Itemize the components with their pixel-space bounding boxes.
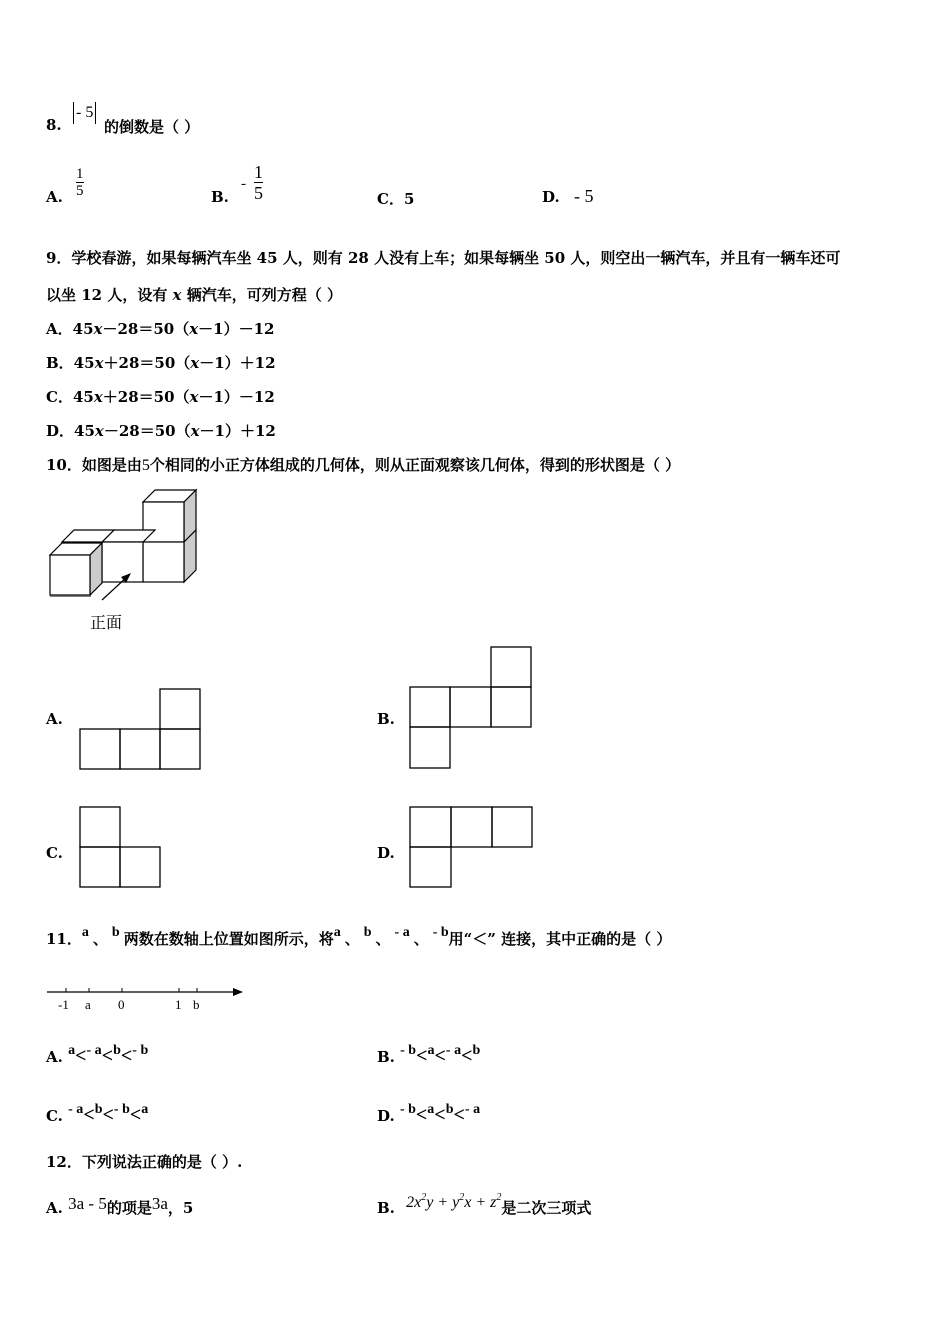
q10-option-c-label: C. [46, 844, 63, 862]
q11-option-a: A. a<- a<b<- b [46, 1043, 149, 1067]
q8-option-b-label: B. [211, 188, 229, 206]
q11-option-b: B. - b<a<- a<b [377, 1043, 481, 1067]
q10-option-d-label: D. [377, 844, 395, 862]
q8-text: 的倒数是（ ） [104, 118, 200, 136]
q11-text: 11．a 、 b 两数在数轴上位置如图所示，将a 、 b 、 - a 、 - b用“＜” 连接，其中正确的是（ ） [46, 925, 672, 948]
q11-option-d: D. - b<a<b<- a [377, 1102, 481, 1126]
q10-option-b-label: B. [377, 710, 395, 728]
q10-text: 10．如图是由5个相同的小正方体组成的几何体，则从正面观察该几何体，得到的形状图是（ ） [46, 456, 681, 474]
q10-option-a-label: A. [46, 710, 63, 728]
q8-option-a-label: A. [46, 188, 63, 206]
q12-option-a: A. 3a - 5的项是3a，5 [46, 1194, 194, 1217]
axis-tick-neg1: -1 [58, 997, 69, 1012]
q8-option-b-sign: - [241, 176, 246, 192]
q9-option-d: D．45x－28＝50（x－1）＋12 [46, 422, 276, 440]
q8-option-a-fraction: $\frac{1}{5}$ [76, 166, 84, 199]
q10-front-label: 正面 [90, 613, 123, 632]
q9-option-c: C．45x＋28＝50（x－1）－12 [46, 388, 275, 406]
axis-tick-a: a [85, 997, 91, 1012]
q8-option-d-value: - 5 [574, 186, 594, 206]
q9-option-a: A．45x－28＝50（x－1）－12 [46, 320, 275, 338]
q9-line1: 9．学校春游，如果每辆汽车坐 45 人，则有 28 人没有上车；如果每辆坐 50 人，则空出一辆汽车，并且有一辆车还可 [46, 249, 841, 267]
q8-option-c-label: C．5 [377, 190, 415, 208]
axis-tick-b: b [193, 997, 200, 1012]
q8-option-d-label: D. [542, 188, 560, 206]
q9-line2: 以坐 12 人，设有 x 辆汽车，可列方程（ ） [46, 286, 342, 304]
q12-option-b-polynomial: $2x^2y + y^2x + z^2$ [406, 1192, 502, 1211]
q9-option-b: B．45x＋28＝50（x－1）＋12 [46, 354, 276, 372]
q8-number: 8. [46, 116, 62, 134]
q8-option-b-fraction: $\frac{1}{5}$ [254, 162, 263, 203]
q12-text: 12．下列说法正确的是（ ）. [46, 1153, 243, 1171]
axis-tick-1: 1 [175, 997, 182, 1012]
axis-tick-0: 0 [118, 997, 125, 1012]
q12-option-b: B. $2x^2y + y^2x + z^2$是二次三项式 [377, 1192, 592, 1217]
q11-option-c: C. - a<b<- b<a [46, 1102, 149, 1126]
q8-abs-expr: - 5 [73, 102, 96, 124]
